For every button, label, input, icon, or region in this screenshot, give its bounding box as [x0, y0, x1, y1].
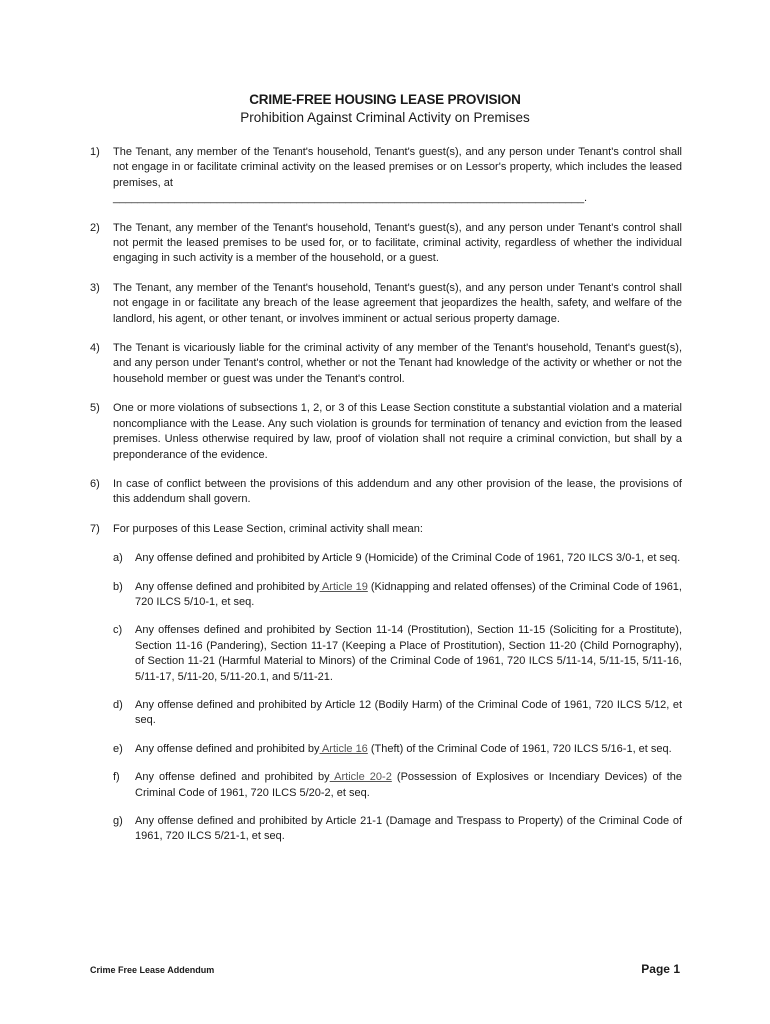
item-number: 1)	[90, 146, 100, 158]
address-blank-line: _____________________________________________________________________________.	[113, 192, 588, 205]
article-16-link[interactable]: Article 16	[319, 742, 368, 755]
document-title: CRIME-FREE HOUSING LEASE PROVISION	[249, 92, 521, 107]
provision-item-5	[90, 401, 682, 463]
sub-item-text: Any offense defined and prohibited by Article 21-1 (Damage and Trespass to Property) of the Criminal Code of 1961, 720 ILCS 5/21-1, et seq.	[135, 815, 682, 843]
document-subtitle: Prohibition Against Criminal Activity on Premises	[240, 110, 530, 125]
sub-item-f	[90, 770, 682, 801]
sub-item-e	[90, 742, 682, 757]
provision-item-1	[90, 145, 682, 207]
footer-document-name: Crime Free Lease Addendum	[90, 965, 215, 975]
item-number: 7)	[90, 522, 100, 535]
sub-item-c	[90, 623, 682, 685]
document-body	[90, 145, 682, 858]
item-number: 6)	[90, 477, 100, 490]
sub-item-text: Any offenses defined and prohibited by Section 11-14 (Prostitution), Section 11-15 (Soliciting for a Prostitute), Section 11-16 (Pandering), Section 11-17 (Keeping a Place of Prostitution), Section 11-20 (Child Pornography), of Section 11-21 (Harmful Material to Minors) of the Criminal Code of 1961, 720 ILCS 5/11-14, 5/11-15, 5/11-16, 5/11-17, 5/11-20, 5/11-20.1, and 5/11-21.	[135, 624, 682, 683]
item-text: For purposes of this Lease Section, criminal activity shall mean:	[113, 522, 423, 535]
item-text: The Tenant, any member of the Tenant's household, Tenant's guest(s), and any person under Tenant's control shall not permit the leased premises to be used for, or to facilitate, criminal activity, regardless of whether the individual engaging in such activity is a member of the household, or a guest.	[113, 221, 682, 265]
provision-item-2	[90, 221, 682, 267]
item-text: In case of conflict between the provisions of this addendum and any other provision of the lease, the provisions of this addendum shall govern.	[113, 477, 682, 506]
sub-item-d	[90, 698, 682, 729]
provision-item-3	[90, 281, 682, 327]
sub-item-text: Any offense defined and prohibited by Article 9 (Homicide) of the Criminal Code of 1961, 720 ILCS 3/0-1, et seq.	[135, 552, 681, 565]
provision-item-6	[90, 477, 682, 508]
sub-item-text: Any offense defined and prohibited by Article 12 (Bodily Harm) of the Criminal Code of 1961, 720 ILCS 5/12, et seq.	[135, 698, 682, 727]
sub-item-text: Any offense defined and prohibited by	[135, 742, 320, 755]
item-text: The Tenant, any member of the Tenant's household, Tenant's guest(s), and any person under Tenant's control shall not engage in or facilitate criminal activity on the leased premises or on Lessor's property, which includes the leased premises, at	[113, 146, 682, 189]
article-19-link[interactable]: Article 19	[319, 580, 368, 593]
sub-item-letter: a)	[113, 552, 123, 565]
criminal-activity-list	[90, 551, 682, 845]
item-number: 4)	[90, 342, 100, 355]
sub-item-g	[90, 814, 682, 845]
item-number: 3)	[90, 281, 100, 294]
sub-item-b	[90, 580, 682, 611]
sub-item-text: Any offense defined and prohibited by	[135, 771, 330, 784]
sub-item-text-after: (Theft) of the Criminal Code of 1961, 720 ILCS 5/16-1, et seq.	[367, 742, 672, 755]
sub-item-letter: b)	[113, 580, 123, 593]
sub-item-text-after: (Possession of Explosives or Incendiary Devices) of the Criminal Code of 1961, 720 ILCS 5/20-2, et seq.	[135, 771, 682, 799]
item-text: One or more violations of subsections 1, 2, or 3 of this Lease Section constitute a substantial violation and a material noncompliance with the Lease. Any such violation is grounds for termination of tenancy and eviction from the leased premises. Unless otherwise required by law, proof of violation shall not require a criminal conviction, but shall by a preponderance of the evidence.	[113, 402, 682, 461]
provision-item-7	[90, 522, 682, 537]
item-text: The Tenant is vicariously liable for the criminal activity of any member of the Tenant's household, Tenant's guest(s), and any person under Tenant's control, whether or not the Tenant had knowledge of the activity or whether or not the household member or guest was under the Tenant's control.	[113, 342, 682, 385]
sub-item-letter: e)	[113, 742, 123, 755]
item-number: 5)	[90, 402, 100, 415]
sub-item-letter: f)	[113, 771, 120, 784]
sub-item-letter: c)	[113, 624, 123, 637]
article-20-2-link[interactable]: Article 20-2	[329, 771, 392, 784]
page-number: Page 1	[641, 962, 680, 976]
item-number: 2)	[90, 221, 100, 234]
sub-item-letter: g)	[113, 815, 123, 827]
sub-item-letter: d)	[113, 698, 123, 711]
provision-item-4	[90, 341, 682, 387]
sub-item-text: Any offense defined and prohibited by	[135, 580, 320, 593]
sub-item-text-after: (Kidnapping and related offenses) of the Criminal Code of 1961, 720 ILCS 5/10-1, et seq.	[135, 580, 682, 608]
item-text: The Tenant, any member of the Tenant's household, Tenant's guest(s), and any person under Tenant's control shall not engage in or facilitate any breach of the lease agreement that jeopardizes the health, safety, and welfare of the landlord, his agent, or other tenant, or involves imminent or actual serious property damage.	[113, 281, 682, 325]
sub-item-a	[90, 551, 682, 566]
